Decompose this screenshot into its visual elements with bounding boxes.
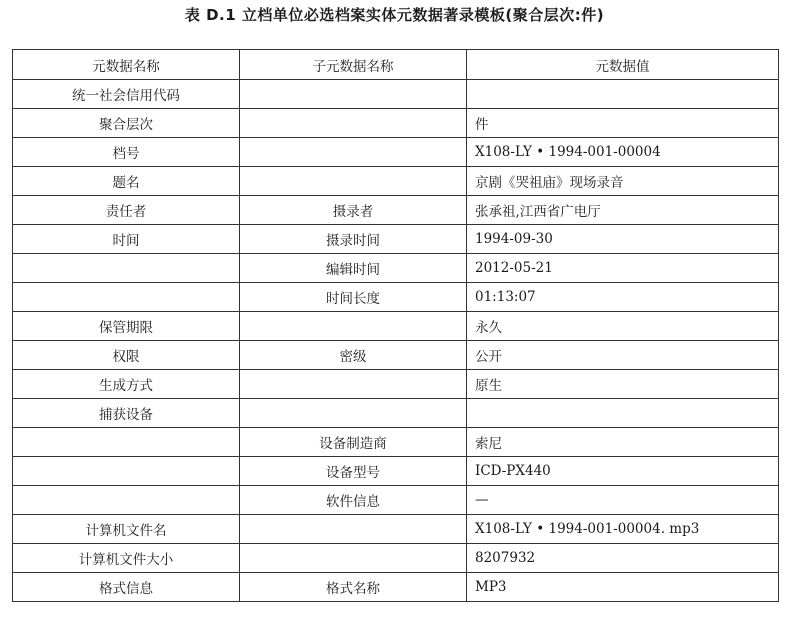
metadata-name-cell: 捕获设备 [13,399,240,428]
table-row [13,312,779,341]
metadata-value-cell: 永久 [467,312,779,341]
table-row [13,109,779,138]
metadata-value-cell: — [467,486,779,515]
table-row [13,138,779,167]
table-header-row [13,50,779,80]
metadata-value-cell [467,399,779,428]
metadata-value-cell: 01:13:07 [467,283,779,312]
metadata-name-cell: 时间 [13,225,240,254]
metadata-name-cell: 保管期限 [13,312,240,341]
metadata-name-cell: 题名 [13,167,240,196]
sub-metadata-name-cell [240,80,467,109]
metadata-name-cell: 责任者 [13,196,240,225]
sub-metadata-name-cell [240,399,467,428]
sub-metadata-name-cell: 摄录者 [240,196,467,225]
metadata-value-cell: X108-LY • 1994-001-00004 [467,138,779,167]
sub-metadata-name-cell [240,167,467,196]
metadata-name-cell: 权限 [13,341,240,370]
header-sub-metadata-name: 子元数据名称 [240,50,467,80]
metadata-name-cell [13,254,240,283]
metadata-name-cell: 生成方式 [13,370,240,399]
table-row [13,457,779,486]
table-row [13,341,779,370]
metadata-table [12,49,779,602]
sub-metadata-name-cell: 摄录时间 [240,225,467,254]
table-row [13,399,779,428]
table-row [13,196,779,225]
metadata-value-cell: 原生 [467,370,779,399]
sub-metadata-name-cell [240,515,467,544]
metadata-value-cell: 公开 [467,341,779,370]
header-metadata-name: 元数据名称 [13,50,240,80]
sub-metadata-name-cell [240,312,467,341]
sub-metadata-name-cell: 格式名称 [240,573,467,602]
metadata-name-cell: 计算机文件名 [13,515,240,544]
table-row [13,283,779,312]
table-row [13,370,779,399]
table-row [13,486,779,515]
metadata-value-cell: 张承祖,江西省广电厅 [467,196,779,225]
metadata-value-cell: 京剧《哭祖庙》现场录音 [467,167,779,196]
metadata-name-cell [13,428,240,457]
table-caption: 表 D.1 立档单位必选档案实体元数据著录模板(聚合层次:件) [184,6,605,24]
metadata-value-cell: 件 [467,109,779,138]
metadata-name-cell: 格式信息 [13,573,240,602]
metadata-value-cell: MP3 [467,573,779,602]
metadata-value-cell [467,80,779,109]
sub-metadata-name-cell: 设备型号 [240,457,467,486]
table-row [13,80,779,109]
sub-metadata-name-cell: 设备制造商 [240,428,467,457]
sub-metadata-name-cell [240,138,467,167]
table-row [13,225,779,254]
sub-metadata-name-cell [240,370,467,399]
table-row [13,167,779,196]
metadata-value-cell: 8207932 [467,544,779,573]
table-row [13,573,779,602]
table-row [13,515,779,544]
metadata-name-cell: 统一社会信用代码 [13,80,240,109]
metadata-value-cell: ICD-PX440 [467,457,779,486]
metadata-value-cell: 2012-05-21 [467,254,779,283]
metadata-value-cell: 1994-09-30 [467,225,779,254]
metadata-value-cell: X108-LY • 1994-001-00004. mp3 [467,515,779,544]
metadata-name-cell [13,486,240,515]
table-row [13,544,779,573]
table-row [13,428,779,457]
metadata-value-cell: 索尼 [467,428,779,457]
metadata-name-cell [13,283,240,312]
metadata-name-cell: 档号 [13,138,240,167]
sub-metadata-name-cell [240,544,467,573]
metadata-name-cell: 计算机文件大小 [13,544,240,573]
sub-metadata-name-cell: 时间长度 [240,283,467,312]
metadata-name-cell [13,457,240,486]
sub-metadata-name-cell [240,109,467,138]
sub-metadata-name-cell: 编辑时间 [240,254,467,283]
header-metadata-value: 元数据值 [467,50,779,80]
table-row [13,254,779,283]
metadata-name-cell: 聚合层次 [13,109,240,138]
sub-metadata-name-cell: 密级 [240,341,467,370]
sub-metadata-name-cell: 软件信息 [240,486,467,515]
